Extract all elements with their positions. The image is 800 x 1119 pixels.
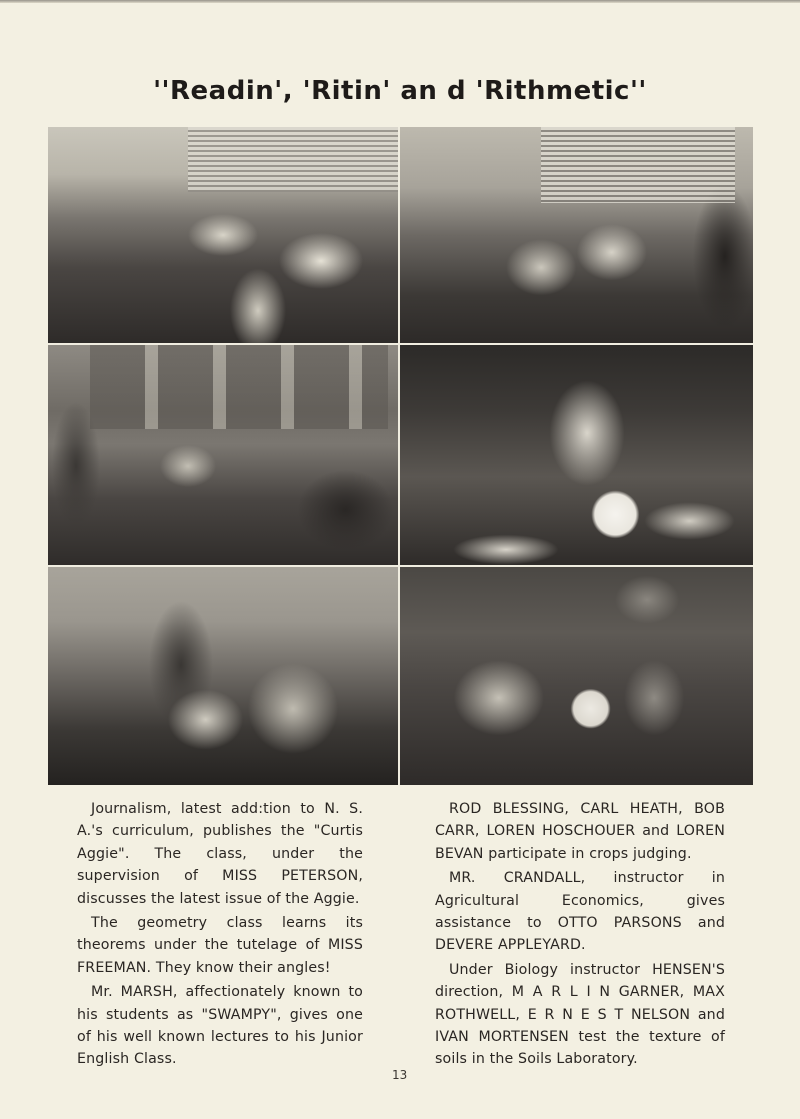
paragraph-geometry: The geometry class learns its theorems under the tutelage of MISS FREEMAN. They know their angles! (77, 915, 363, 976)
photo-grid (48, 127, 753, 785)
window-blinds (188, 127, 398, 192)
right-text-column (435, 798, 725, 1073)
photo-image (400, 567, 753, 785)
photo-journalism-class (48, 127, 398, 343)
photo-english-class (48, 567, 398, 785)
paragraph-soils-laboratory: Under Biology instructor HENSEN'S direction, M A R L I N GARNER, MAX ROTHWELL, E R N E S T NELSON and IVAN MORTENSEN test the texture of soils in the Soils Laboratory. (435, 961, 725, 1068)
paragraph-english: Mr. MARSH, affectionately known to his students as "SWAMPY", gives one of his well known lectures to his Junior English Class. (77, 984, 363, 1068)
photo-image (400, 345, 753, 565)
page-title: ''Readin', 'Ritin' an d 'Rithmetic'' (153, 76, 647, 106)
photo-crops-judging (400, 345, 753, 565)
classroom-windows (90, 345, 388, 429)
page-top-edge (0, 0, 800, 3)
photo-agricultural-class (400, 127, 753, 343)
paragraph-agricultural-economics: MR. CRANDALL, instructor in Agricultural Economics, gives assistance to OTTO PARSONS and DEVERE APPLEYARD. (435, 870, 725, 954)
photo-soils-laboratory (400, 567, 753, 785)
paragraph-journalism: Journalism, latest add:tion to N. S. A.'s curriculum, publishes the "Curtis Aggie". The class, under the supervision of MISS PETERSON, discusses the latest issue of the Aggie. (77, 801, 363, 907)
left-text-column (77, 798, 363, 1073)
paragraph-crops-judging: ROD BLESSING, CARL HEATH, BOB CARR, LOREN HOSCHOUER and LOREN BEVAN participate in crops judging. (435, 801, 725, 862)
photo-image (48, 567, 398, 785)
photo-geometry-class (48, 345, 398, 565)
window-blinds (541, 127, 735, 203)
page-number: 13 (392, 1068, 408, 1082)
